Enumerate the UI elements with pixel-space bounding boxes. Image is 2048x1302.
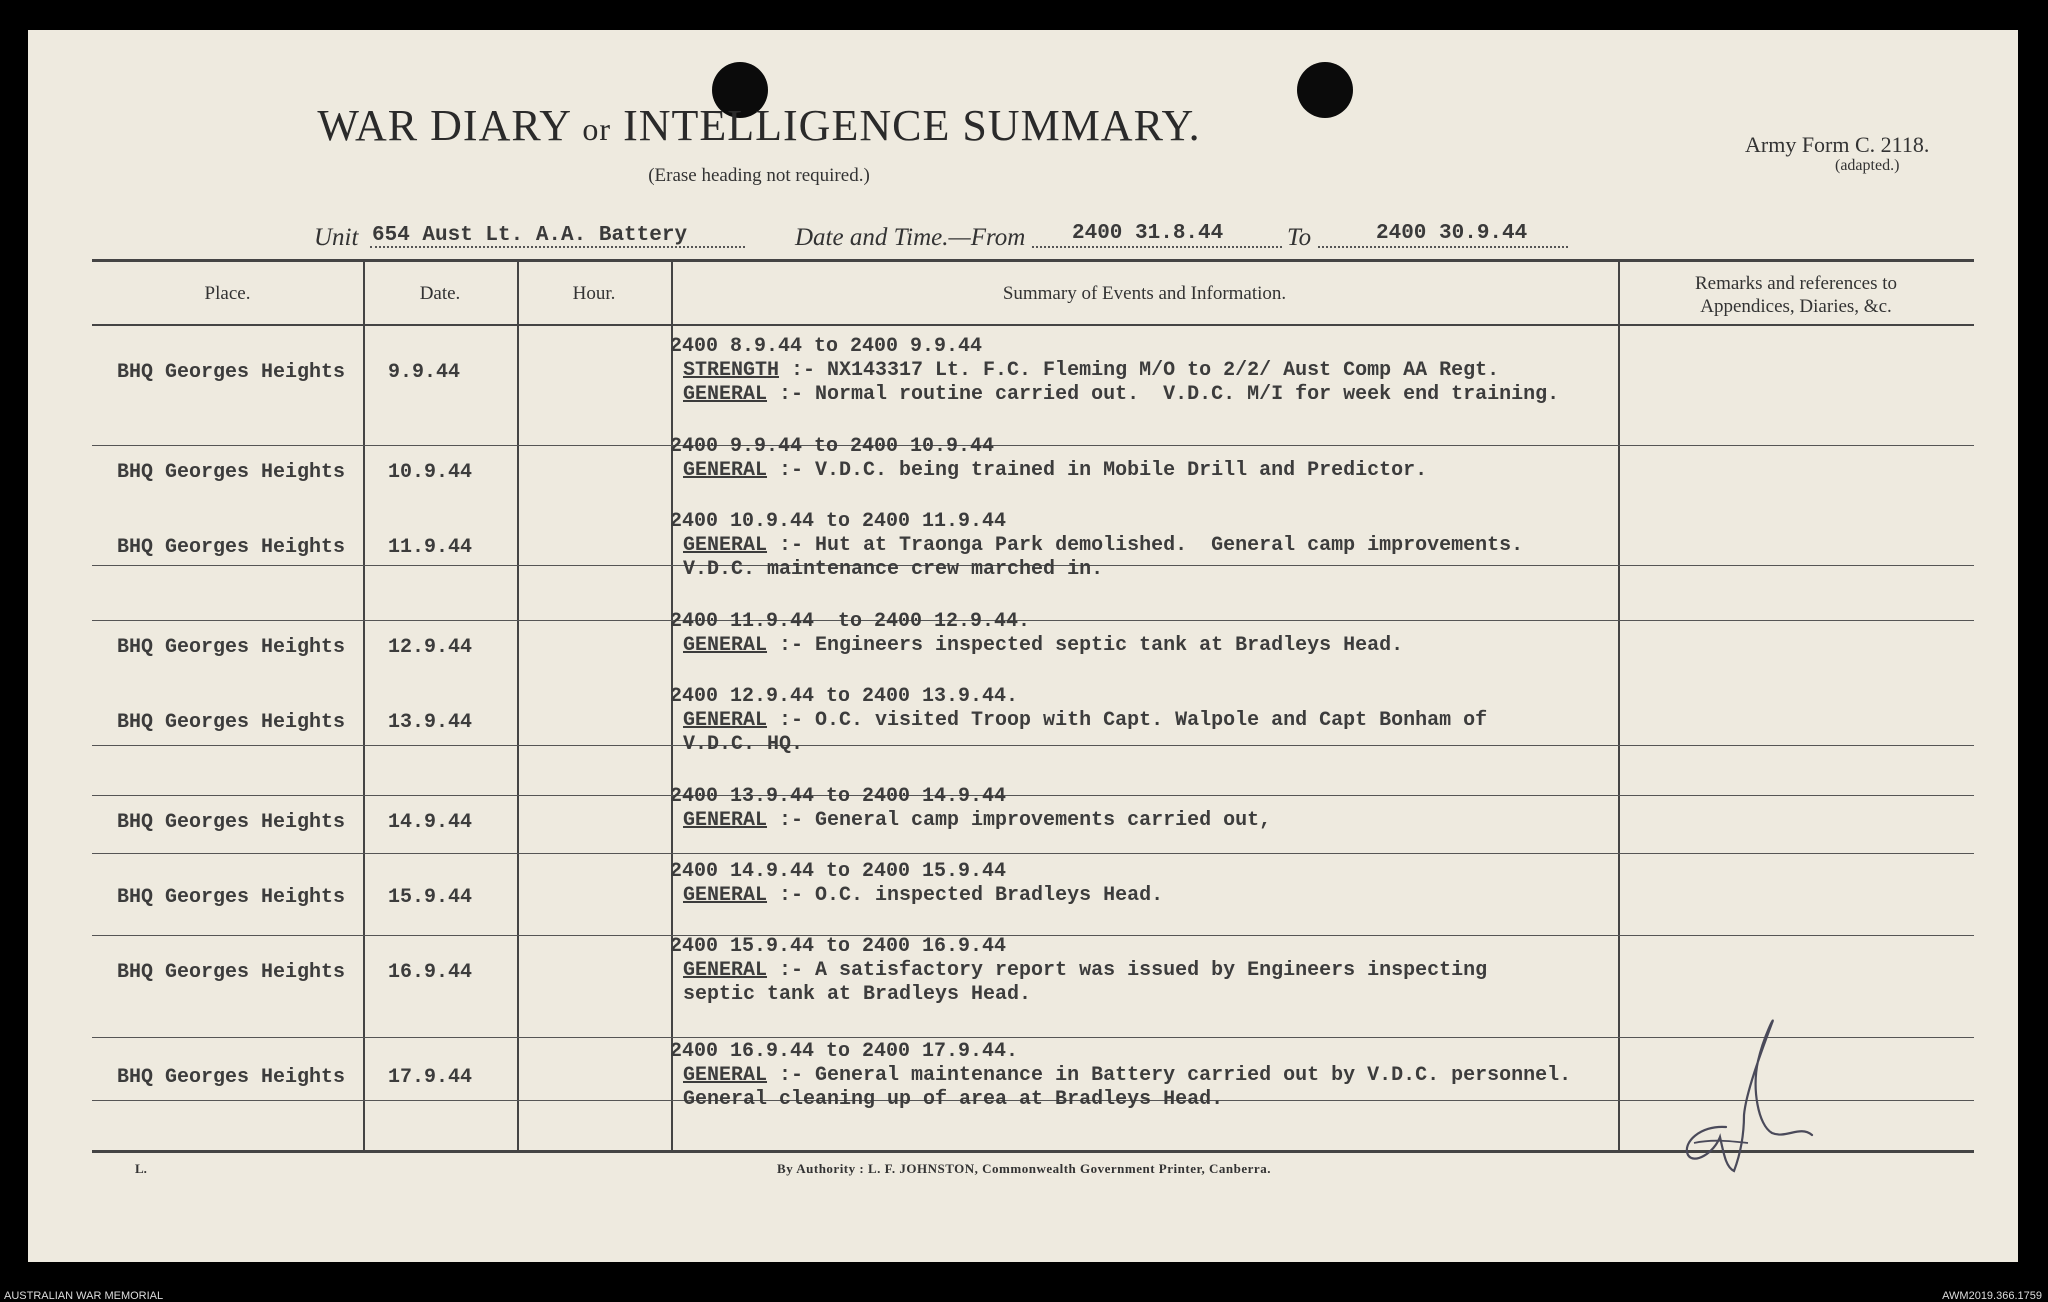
entry-date: 9.9.44 <box>388 361 461 384</box>
entry-date: 13.9.44 <box>388 711 473 734</box>
to-label: To <box>1287 224 1312 251</box>
entry-line <box>683 1064 1571 1087</box>
entry-line <box>683 383 1559 406</box>
entry-period: 2400 13.9.44 to 2400 14.9.44 <box>670 785 1007 808</box>
from-dotted-line <box>1032 246 1282 248</box>
row-rule <box>92 795 1974 796</box>
entry-line <box>683 809 1271 832</box>
entry-category: GENERAL <box>683 383 768 406</box>
entry-text: septic tank at Bradleys Head. <box>683 983 1032 1006</box>
entry-period: 2400 14.9.44 to 2400 15.9.44 <box>670 860 1007 883</box>
entry-line <box>683 959 1487 982</box>
entry-date: 11.9.44 <box>388 536 473 559</box>
entry-date: 17.9.44 <box>388 1066 473 1089</box>
entry-category: GENERAL <box>683 709 768 732</box>
col-header-hour: Hour. <box>572 283 616 304</box>
entry-place: BHQ Georges Heights <box>117 461 346 484</box>
adapted-note: (adapted.) <box>1835 157 1900 174</box>
signature <box>1660 1015 1830 1180</box>
form-code: L. <box>135 1161 147 1176</box>
printer-authority: By Authority : L. F. JOHNSTON, Commonwealth Government Printer, Canberra. <box>777 1161 1271 1176</box>
archive-id: AWM2019.366.1759 <box>1942 1290 2042 1302</box>
erase-note: (Erase heading not required.) <box>648 165 870 186</box>
entry-line <box>683 558 1103 581</box>
entry-period: 2400 10.9.44 to 2400 11.9.44 <box>670 510 1007 533</box>
row-rule <box>92 445 1974 446</box>
entry-text: V.D.C. HQ. <box>683 733 804 756</box>
entry-date: 12.9.44 <box>388 636 473 659</box>
entry-category: STRENGTH <box>683 359 780 382</box>
entry-date: 14.9.44 <box>388 811 473 834</box>
entry-period: 2400 9.9.44 to 2400 10.9.44 <box>670 435 995 458</box>
col-header-summary: Summary of Events and Information. <box>1002 283 1287 304</box>
entry-line <box>683 359 1499 382</box>
entry-period: 2400 16.9.44 to 2400 17.9.44. <box>670 1040 1019 1063</box>
entry-text: V.D.C. maintenance crew marched in. <box>683 558 1104 581</box>
archive-name: AUSTRALIAN WAR MEMORIAL <box>4 1290 164 1302</box>
entry-place: BHQ Georges Heights <box>117 811 346 834</box>
from-value: 2400 31.8.44 <box>1072 222 1224 245</box>
entry-place: BHQ Georges Heights <box>117 886 346 909</box>
entry-period: 2400 12.9.44 to 2400 13.9.44. <box>670 685 1019 708</box>
entry-text: :- O.C. visited Troop with Capt. Walpole and Capt Bonham of <box>767 709 1488 732</box>
date-time-label: Date and Time.—From <box>795 224 1026 251</box>
entry-line <box>683 1088 1223 1111</box>
entry-text: :- Engineers inspected septic tank at Bradleys Head. <box>767 634 1404 657</box>
row-rule <box>92 620 1974 621</box>
entry-text: :- General camp improvements carried out, <box>767 809 1272 832</box>
entry-period: 2400 8.9.44 to 2400 9.9.44 <box>670 335 983 358</box>
entry-text: :- Hut at Traonga Park demolished. General camp improvements. <box>767 534 1524 557</box>
page-title: WAR DIARY or INTELLIGENCE SUMMARY. <box>317 101 1201 150</box>
entry-line <box>683 534 1523 557</box>
entry-text: General cleaning up of area at Bradleys Head. <box>683 1088 1224 1111</box>
entry-period: 2400 11.9.44 to 2400 12.9.44. <box>670 610 1031 633</box>
to-dotted-line <box>1318 246 1568 248</box>
entry-text: :- General maintenance in Battery carried out by V.D.C. personnel. <box>767 1064 1572 1087</box>
entry-line <box>683 634 1403 657</box>
entry-category: GENERAL <box>683 809 768 832</box>
row-rule <box>92 745 1974 746</box>
entry-text: :- O.C. inspected Bradleys Head. <box>767 884 1164 907</box>
army-form-number: Army Form C. 2118. <box>1745 132 1930 157</box>
entry-place: BHQ Georges Heights <box>117 361 346 384</box>
entry-category: GENERAL <box>683 534 768 557</box>
entry-text: :- NX143317 Lt. F.C. Fleming M/O to 2/2/ Aust Comp AA Regt. <box>779 359 1500 382</box>
entry-category: GENERAL <box>683 959 768 982</box>
entry-period: 2400 15.9.44 to 2400 16.9.44 <box>670 935 1007 958</box>
unit-label: Unit <box>314 224 359 251</box>
entry-text: :- V.D.C. being trained in Mobile Drill and Predictor. <box>767 459 1428 482</box>
entry-place: BHQ Georges Heights <box>117 636 346 659</box>
entry-place: BHQ Georges Heights <box>117 711 346 734</box>
entry-category: GENERAL <box>683 634 768 657</box>
entry-category: GENERAL <box>683 459 768 482</box>
row-rule <box>92 853 1974 854</box>
entry-date: 10.9.44 <box>388 461 473 484</box>
entry-text: :- Normal routine carried out. V.D.C. M/I for week end training. <box>767 383 1560 406</box>
col-header-remarks: Remarks and references to Appendices, Diaries, &c. <box>1694 273 1898 317</box>
entry-category: GENERAL <box>683 1064 768 1087</box>
entry-line <box>683 983 1031 1006</box>
entry-line <box>683 884 1163 907</box>
entry-line <box>683 733 803 756</box>
to-value: 2400 30.9.44 <box>1376 222 1528 245</box>
col-header-date: Date. <box>419 283 461 304</box>
entry-line <box>683 709 1487 732</box>
entry-place: BHQ Georges Heights <box>117 536 346 559</box>
entry-date: 15.9.44 <box>388 886 473 909</box>
unit-value: 654 Aust Lt. A.A. Battery <box>372 224 688 247</box>
entry-place: BHQ Georges Heights <box>117 961 346 984</box>
entry-category: GENERAL <box>683 884 768 907</box>
entry-place: BHQ Georges Heights <box>117 1066 346 1089</box>
entry-date: 16.9.44 <box>388 961 473 984</box>
row-rule <box>92 935 1974 936</box>
entry-line <box>683 459 1427 482</box>
col-header-place: Place. <box>204 283 251 304</box>
entry-text: :- A satisfactory report was issued by Engineers inspecting <box>767 959 1488 982</box>
